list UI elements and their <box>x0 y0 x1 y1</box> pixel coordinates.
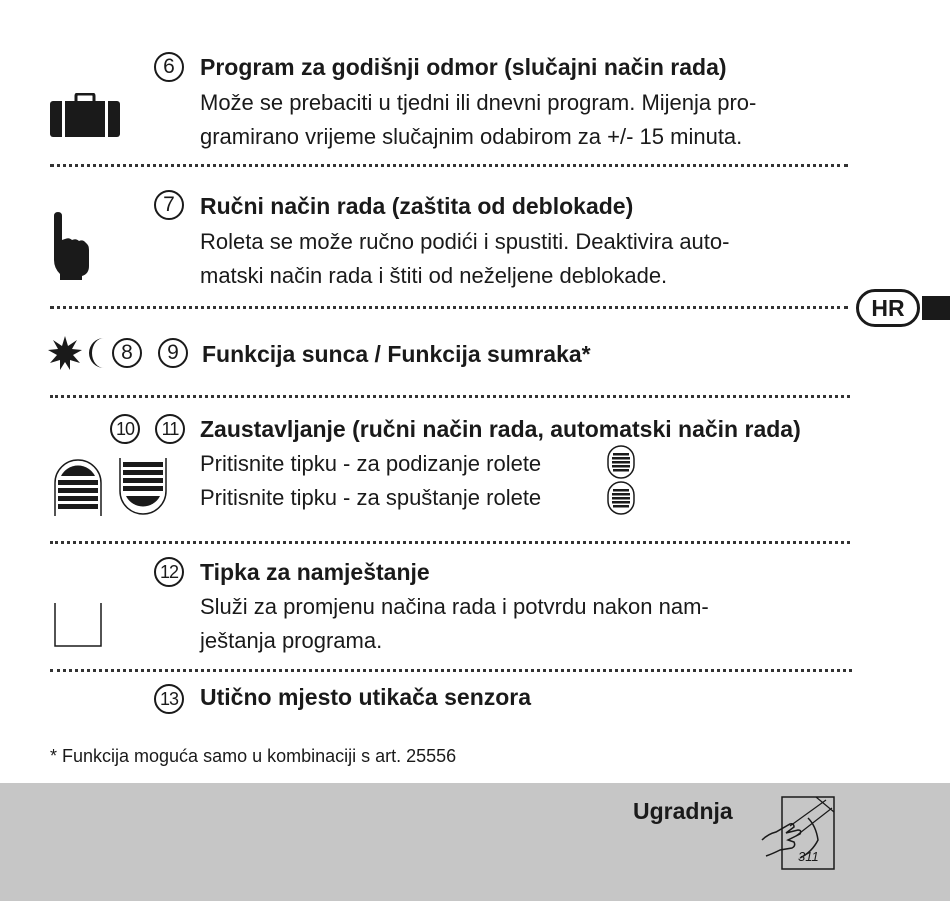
language-tab-marker <box>922 296 950 320</box>
section-text-line: Roleta se može ručno podići i spustiti. Deaktivira auto- <box>200 229 730 254</box>
footnote: * Funkcija moguća samo u kombinaciji s art. 25556 <box>50 746 457 766</box>
item-number-10: 10 <box>110 414 140 444</box>
section-text-line: Služi za promjenu načina rada i potvrdu nakon nam- <box>200 594 709 619</box>
divider <box>50 395 850 398</box>
up-key-small-icon <box>607 445 635 479</box>
down-key-small-icon <box>607 481 635 515</box>
item-number-13: 13 <box>154 684 184 714</box>
section-title-set-key: Tipka za namještanje <box>200 559 430 585</box>
item-number-11: 11 <box>155 414 185 444</box>
language-tab: HR <box>856 289 920 327</box>
section-title-sensor-socket: Utično mjesto utikača senzora <box>200 684 532 710</box>
set-button-icon <box>54 603 102 647</box>
section-text-line: Pritisnite tipku - za podizanje rolete <box>200 451 542 476</box>
divider <box>50 164 848 167</box>
item-number-7: 7 <box>154 190 184 220</box>
down-button-icon <box>118 458 168 516</box>
section-text-line: matski način rada i štiti od neželjene deblokade. <box>200 263 668 288</box>
hand-pointer-icon <box>50 212 90 280</box>
divider <box>50 541 850 544</box>
section-title-sun-dusk: Funkcija sunca / Funkcija sumraka* <box>202 341 591 367</box>
footer-section-label: Ugradnja <box>633 798 733 824</box>
suitcase-icon <box>50 93 120 137</box>
sun-icon <box>48 336 82 370</box>
up-button-icon <box>53 458 103 516</box>
section-text-line: Pritisnite tipku - za spuštanje rolete <box>200 485 542 510</box>
divider <box>50 669 852 672</box>
divider <box>50 306 848 309</box>
section-text-line: ještanja programa. <box>200 628 383 653</box>
section-title-manual-mode: Ručni način rada (zaštita od deblokade) <box>200 193 634 219</box>
section-text-line: gramirano vrijeme slučajnim odabirom za +/- 15 minuta. <box>200 124 743 149</box>
item-number-9: 9 <box>158 338 188 368</box>
section-text-line: Može se prebaciti u tjedni ili dnevni program. Mijenja pro- <box>200 90 757 115</box>
item-number-6: 6 <box>154 52 184 82</box>
section-title-holiday-program: Program za godišnji odmor (slučajni način rada) <box>200 54 727 80</box>
item-number-12: 12 <box>154 557 184 587</box>
moon-icon <box>84 337 110 369</box>
section-title-stop: Zaustavljanje (ručni način rada, automatski način rada) <box>200 416 801 442</box>
item-number-8: 8 <box>112 338 142 368</box>
page-number: 311 <box>798 849 819 864</box>
